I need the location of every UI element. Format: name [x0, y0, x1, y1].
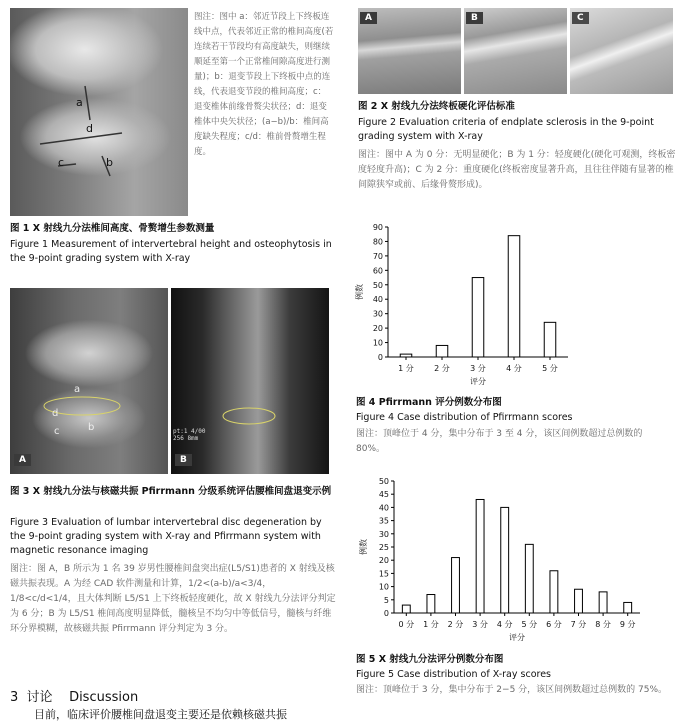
fig5-x-tick-label: 0 分	[398, 620, 415, 629]
fig4-y-tick-label: 60	[372, 266, 383, 276]
fig4-y-tick-label: 90	[372, 223, 383, 232]
fig3-caption-cn: 图 3 X 射线九分法与核磁共振 Pfirrmann 分级系统评估腰椎间盘退变示例	[10, 486, 332, 497]
fig1-label-c: c	[58, 156, 65, 169]
fig3-note: 图注：图 A，B 所示为 1 名 39 岁男性腰椎间盘突出症(L5/S1)患者的 X 射线及核磁共振表现。A 为经 CAD 软件测量和计算，1/2<(a-b)/a<3/4，1/8<c/d<1/4，且大体判断 L5/S1 上下终板轻度硬化，故 X 射线九分法评分判定为 6 分；B 为 L5/S1 椎间高度明显降低，髓核呈不均匀中等低信号，髓核与纤维环分界模糊，故核磁共振 Pfirrmann 评分判定为 3 分。	[10, 564, 336, 634]
fig4-y-tick-label: 30	[372, 309, 383, 319]
fig1-caption-en: Figure 1 Measurement of intervertebral height and osteophytosis in the 9-point grading system with X-ray	[10, 239, 332, 264]
fig3-label-a: a	[74, 384, 81, 395]
fig4-x-label: 评分	[470, 377, 486, 386]
fig2-panel-a-image	[358, 8, 461, 94]
fig1-label-b: b	[106, 156, 113, 169]
fig2-panel-c-tag: C	[572, 12, 589, 24]
fig5-chart	[350, 474, 650, 646]
fig4-x-tick-label: 4 分	[506, 364, 522, 373]
fig2-caption-cn: 图 2 X 射线九分法终板硬化评估标准	[358, 101, 515, 112]
fig4-note: 图注：顶峰位于 4 分，集中分布于 3 至 4 分，该区间例数超过总例数的 80%。	[356, 429, 643, 454]
fig2-panel-a-tag: A	[360, 12, 377, 24]
fig5-y-tick-label: 25	[378, 543, 389, 552]
fig5-x-tick-label: 8 分	[595, 620, 611, 629]
fig5-y-tick-label: 15	[378, 569, 389, 579]
fig3-label-c: c	[54, 426, 60, 437]
fig5-y-tick-label: 5	[383, 595, 389, 605]
fig5-x-tick-label: 3 分	[472, 620, 488, 629]
fig5-x-tick-label: 2 分	[447, 620, 464, 629]
fig4-y-tick-label: 10	[372, 338, 383, 348]
fig2-caption-en: Figure 2 Evaluation criteria of endplate sclerosis in the 9-point grading system with X-ray	[358, 117, 654, 142]
fig5-bar	[427, 595, 435, 613]
section3-body-start: 目前，临床评价腰椎间盘退变主要还是依赖核磁共振	[34, 708, 287, 721]
fig4-y-tick-label: 50	[372, 280, 383, 290]
fig3-caption-en: Figure 3 Evaluation of lumbar intervertebral disc degeneration by the 9-point grading system with X-ray and Pfirrmann system with magnetic resonance imaging	[10, 517, 322, 556]
fig5-x-tick-label: 1 分	[423, 620, 439, 629]
fig4-bar	[508, 236, 520, 357]
fig3-label-d: d	[52, 408, 59, 419]
fig5-bar	[476, 499, 484, 613]
fig5-y-tick-label: 40	[378, 503, 389, 513]
fig5-bar	[402, 605, 410, 613]
fig4-y-tick-label: 0	[377, 353, 383, 362]
fig4-y-label: 例数	[355, 284, 364, 300]
fig2-panel-b-tag: B	[466, 12, 483, 24]
fig5-bar	[599, 592, 607, 613]
fig5-y-tick-label: 20	[378, 556, 389, 566]
fig4-y-tick-label: 20	[372, 324, 383, 334]
fig5-bar	[525, 544, 533, 613]
fig5-bar	[575, 589, 583, 613]
fig5-x-label: 评分	[509, 633, 525, 642]
fig5-bar	[550, 571, 558, 613]
fig5-y-tick-label: 45	[378, 490, 389, 500]
fig1-legend: 图注：图中 a：邻近节段上下终板连线中点，代表邻近正常的椎间高度(若连续若干节段均有高度缺失，则继续顺延至第一个正常椎间隙高度进行测量)；b：退变节段上下终板中点的连线，代表退变节段的椎间高度；c：退变椎体前缘骨赘尖状径；d：退变椎体中央矢状径；(a−b)/b：椎间高度缺失程度；c/d：椎前骨赘增生程度。	[194, 12, 334, 157]
fig4-caption-en: Figure 4 Case distribution of Pfirrmann scores	[356, 412, 573, 423]
fig4-y-tick-label: 70	[372, 251, 383, 261]
fig5-y-tick-label: 50	[378, 477, 389, 486]
fig4-caption-cn: 图 4 Pfirrmann 评分例数分布图	[356, 397, 502, 408]
fig3-mri-overlay-text: pt:1 4/00 256 8mm	[173, 428, 206, 442]
fig5-x-tick-label: 6 分	[546, 620, 562, 629]
fig2-panel-b-image	[464, 8, 567, 94]
fig5-x-tick-label: 7 分	[570, 620, 587, 629]
fig1-label-a: a	[76, 96, 83, 109]
fig4-bar	[436, 345, 448, 357]
section3-title: 3 讨论 Discussion	[10, 690, 139, 705]
fig5-bar	[501, 507, 509, 613]
fig3-panel-a-tag: A	[14, 454, 31, 466]
fig1-caption-cn: 图 1 X 射线九分法椎间高度、骨赘增生参数测量	[10, 223, 215, 234]
fig5-bar	[452, 558, 460, 613]
fig2-note: 图注：图中 A 为 0 分：无明显硬化；B 为 1 分：轻度硬化(硬化可观测，终板密度轻度升高)；C 为 2 分：重度硬化(终板密度显著升高，且往往伴随有显著的椎间隙狭窄或前、后缘骨赘形成)。	[358, 150, 676, 190]
fig5-note: 图注：顶峰位于 3 分，集中分布于 2−5 分，该区间例数超过总例数的 75%。	[356, 685, 668, 695]
fig4-bar	[544, 322, 556, 357]
fig5-x-tick-label: 4 分	[496, 620, 513, 629]
fig4-bar	[472, 278, 484, 357]
fig4-x-tick-label: 2 分	[434, 364, 450, 373]
fig4-x-tick-label: 1 分	[398, 364, 414, 373]
fig4-chart	[350, 220, 570, 390]
fig4-x-tick-label: 5 分	[542, 364, 558, 373]
fig5-caption-cn: 图 5 X 射线九分法评分例数分布图	[356, 654, 504, 665]
fig3-panel-b-tag: B	[175, 454, 192, 466]
fig3-label-b: b	[88, 422, 95, 433]
fig5-y-tick-label: 35	[378, 516, 389, 526]
fig4-x-tick-label: 3 分	[470, 364, 486, 373]
fig2-panel-c-image	[570, 8, 673, 94]
fig5-y-tick-label: 30	[378, 529, 389, 539]
fig4-bar	[400, 354, 412, 357]
fig4-y-tick-label: 80	[372, 237, 383, 247]
fig4-y-tick-label: 40	[372, 295, 383, 305]
fig5-x-tick-label: 5 分	[521, 620, 538, 629]
fig5-y-tick-label: 10	[378, 582, 389, 592]
fig5-bar	[624, 602, 632, 613]
fig5-x-tick-label: 9 分	[619, 620, 636, 629]
fig5-y-label: 例数	[359, 539, 368, 555]
fig1-label-d: d	[86, 122, 93, 135]
fig3-panel-b-image	[171, 288, 329, 474]
fig5-y-tick-label: 0	[383, 609, 389, 618]
fig3-panel-a-image	[10, 288, 168, 474]
fig5-caption-en: Figure 5 Case distribution of X-ray scores	[356, 669, 552, 680]
fig1-xray-image	[10, 8, 188, 216]
